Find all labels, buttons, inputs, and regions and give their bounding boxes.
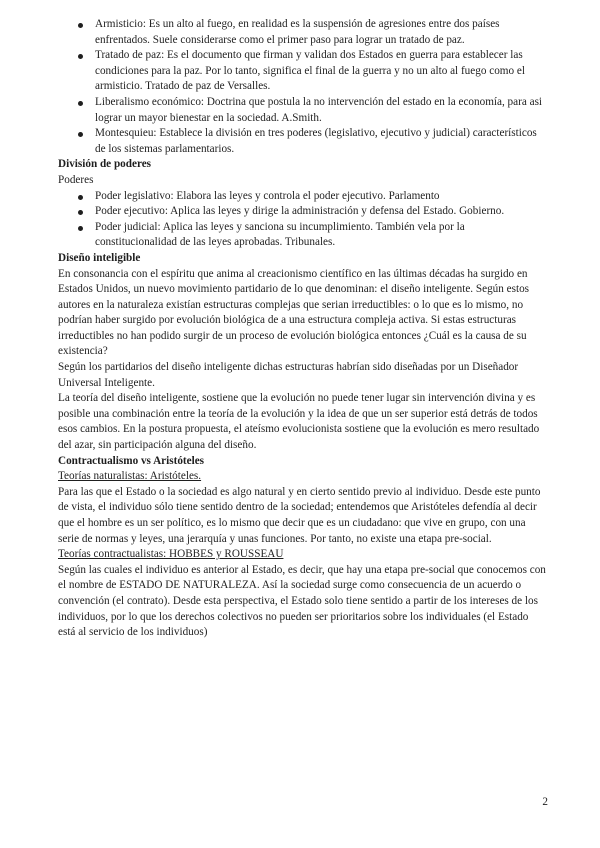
page-number: 2 [542, 796, 548, 808]
list-item: Tratado de paz: Es el documento que firman y validan dos Estados en guerra para establecer las condiciones para la paz. Por lo tanto, significa el final de la guerra y no un alto al fuego como el armisticio. Tratado de paz de Versalles. [58, 48, 548, 95]
powers-list [58, 189, 548, 251]
list-item: Liberalismo económico: Doctrina que postula la no intervención del estado en la economía, para asi lograr un mayor bienestar en la sociedad. A.Smith. [58, 95, 548, 126]
paragraph: En consonancia con el espíritu que anima al creacionismo científico en las últimas décadas ha surgido en Estados Unidos, un nuevo movimiento partidario de lo que denominan: el diseño inteligente. Según estos autores en la naturaleza existían estructuras complejas que serian irreductibles: o lo que es lo mismo, no podrían haber surgido por evolución biológica de a una estructura compleja activa. Si estas estructuras irreductibles no han podido surgir de un proceso de evolución biológica entonces ¿Cuál es la causa de su existencia? [58, 267, 530, 358]
paragraph: Para las que el Estado o la sociedad es algo natural y en cierto sentido previo al individuo. Desde este punto de vista, el individuo sólo tiene sentido dentro de la sociedad; entendemos que Aristóteles defendía al decir que el hombre es un ser político, es lo mismo que decir que es un ciudadano: que vive en grupo, con una serie de normas y leyes, una jerarquía y unas funciones. Por tanto, no existe una etapa pre-social. [58, 485, 541, 545]
document-page [58, 17, 548, 641]
definitions-list [58, 17, 548, 157]
list-item: Poder ejecutivo: Aplica las leyes y dirige la administración y defensa del Estado. Gobierno. [58, 204, 548, 220]
paragraph: La teoría del diseño inteligente, sostiene que la evolución no puede tener lugar sin intervención divina y es posible una combinación entre la teoría de la evolución y la idea de que un ser superior está detrás de todos esos cambios. En la postura propuesta, el ateísmo evolucionista sostiene que la evolución es mero resultado del azar, sin participación alguna del diseño. [58, 392, 540, 452]
subheading-poderes: Poderes [58, 173, 94, 186]
section-heading-contractualismo: Contractualismo vs Aristóteles [58, 454, 205, 467]
list-item: Poder legislativo: Elabora las leyes y controla el poder ejecutivo. Parlamento [58, 189, 548, 205]
section-heading-diseno: Diseño inteligible [58, 251, 141, 264]
list-item: Armisticio: Es un alto al fuego, en realidad es la suspensión de agresiones entre dos países enfrentados. Suele considerarse como el primer paso para lograr un tratado de paz. [58, 17, 548, 48]
list-item: Poder judicial: Aplica las leyes y sanciona su incumplimiento. También vela por la constitucionalidad de las leyes aprobadas. Tribunales. [58, 220, 548, 251]
list-item: Montesquieu: Establece la división en tres poderes (legislativo, ejecutivo y judicial) característicos de los sistemas parlamentarios. [58, 126, 548, 157]
subheading-naturalistas: Teorías naturalistas: Aristóteles. [58, 470, 202, 483]
paragraph: Según las cuales el individuo es anterior al Estado, es decir, que hay una etapa pre-social que conocemos con el nombre de ESTADO DE NATURALEZA. Así la sociedad surge como consecuencia de un acuerdo o convención (el contrato). Desde esta perspectiva, el Estado solo tiene sentido a partir de los intereses de los individuos, por lo que los derechos colectivos no pueden ser prioritarios sobre los individuales (el Estado está al servicio de los individuos) [58, 563, 546, 639]
subheading-contractualistas: Teorías contractualistas: HOBBES y ROUSSEAU [58, 548, 284, 561]
section-heading-division: División de poderes [58, 158, 152, 171]
paragraph: Según los partidarios del diseño inteligente dichas estructuras habrían sido diseñadas por un Diseñador Universal Inteligente. [58, 361, 519, 389]
